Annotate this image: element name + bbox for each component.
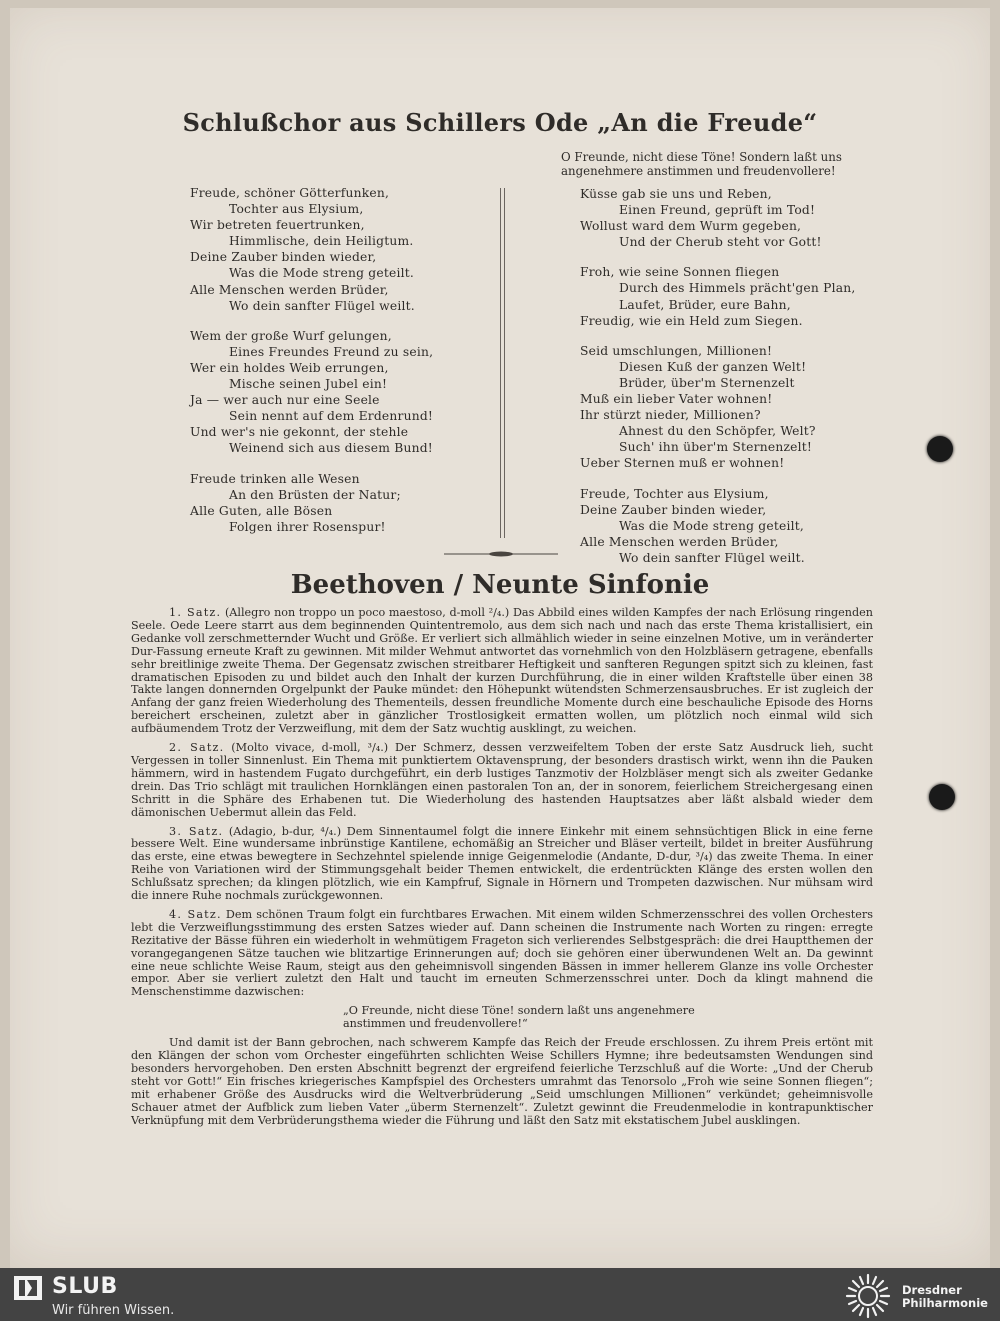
philharmonie-logo-icon[interactable] <box>842 1272 894 1320</box>
poem-line: Durch des Himmels prächt'gen Plan, <box>619 281 856 296</box>
poem-line: Ihr stürzt nieder, Millionen? <box>580 408 761 423</box>
poem-line: Muß ein lieber Vater wohnen! <box>580 392 773 407</box>
poem-line: Wir betreten feuertrunken, <box>190 218 365 233</box>
poem-line: Wo dein sanfter Flügel weilt. <box>229 298 415 313</box>
punch-hole <box>929 784 955 810</box>
poem-line: Wo dein sanfter Flügel weilt. <box>619 550 805 565</box>
poem-title: Schlußchor aus Schillers Ode „An die Freude“ <box>182 108 818 137</box>
poem-line: Eines Freundes Freund zu sein, <box>229 344 434 359</box>
poem-left-column <box>190 185 500 549</box>
poem-line: Freude, Tochter aus Elysium, <box>580 486 769 501</box>
poem-stanza <box>190 328 500 457</box>
poem-line: Himmlische, dein Heiligtum. <box>229 234 414 249</box>
movement-label: 2. Satz. <box>169 741 225 755</box>
quote: „O Freunde, nicht diese Töne! sondern laßt uns angenehmere anstimmen und freudenvollere!“ <box>343 1004 695 1031</box>
symphony-description <box>131 607 873 1133</box>
page-left-edge <box>0 0 10 1268</box>
page-top-edge <box>0 0 1000 8</box>
poem-line: Folgen ihrer Rosenspur! <box>229 519 386 534</box>
movement-text: (Adagio, b-dur, ⁴/₄.) Dem Sinnentaumel folgt die innere Einkehr mit einem sehnsüchtigen Blick in eine ferne bessere Welt. Eine wundersame inbrünstige Kantilene, echomäßig an Streicher und Bläser verteilt, bildet in breiter Ausführung das erste, eine etwas bewegtere in Sechzehntel spielende innige Geigenmelodie (Andante, D-dur, ³/₄) das zweite Thema. In einer Reihe von Variationen wird der Stimmungsgehalt beider Themen entwickelt, die erdentrückten Klänge des ersten wollen den Schlußsatz sprechen; da klingen plötzlich, wie ein Kampfruf, Signale in Hörnern und Trompeten dazwischen. Nur mühsam wird die innere Ruhe nochmals zurückgewonnen. <box>131 824 873 903</box>
poem-line: Was die Mode streng geteilt, <box>619 518 804 533</box>
poem-line: Ahnest du den Schöpfer, Welt? <box>619 424 816 439</box>
symphony-title: Beethoven / Neunte Sinfonie <box>290 570 710 600</box>
poem-line: Küsse gab sie uns und Reben, <box>580 187 772 201</box>
poem-line: Deine Zauber binden wieder, <box>190 250 377 265</box>
movement-text: (Molto vivace, d-moll, ³/₄.) Der Schmerz, dessen verzweifeltem Toben der erste Satz Ausdruck lieh, sucht Vergessen in toller Sinnenlust. Ein Thema mit punktiertem Oktavensprung, der besonders drastisch wirkt, wenn ihn die Pauken hämmern, wird in hastendem Fugato durchgeführt, ein derb lustiges Tanzmotiv der Holzbläser mengt sich als zweiter Gedanke drein. Das Trio schlägt mit traulichen Hornklängen einen pastoralen Ton an, der in sonorem, feierlichem Streichergesang einen Schritt in die Sphäre des Erhabenen tut. Die Wiederholung des hastenden Hauptsatzes aber läßt alsbald wieder dem dämonischen Uebermut allein das Feld. <box>131 741 873 819</box>
poem-line: Freudig, wie ein Held zum Siegen. <box>580 313 803 328</box>
poem-line: Such' ihn über'm Sternenzelt! <box>619 440 813 455</box>
poem-line: Was die Mode streng geteilt. <box>229 266 414 281</box>
poem-line: Ueber Sternen muß er wohnen! <box>580 456 785 471</box>
poem-line: Und wer's nie gekonnt, der stehle <box>190 425 409 440</box>
poem-line: Deine Zauber binden wieder, <box>580 502 767 517</box>
punch-hole <box>927 436 953 462</box>
poem-line: Einen Freund, geprüft im Tod! <box>619 203 816 218</box>
slub-tagline: Wir führen Wissen. <box>52 1303 175 1318</box>
movement-label: 4. Satz. <box>169 907 222 921</box>
poem-line: Mische seinen Jubel ein! <box>229 377 388 392</box>
poem-line: Ja — wer auch nur eine Seele <box>190 393 380 408</box>
poem-line: Freude, schöner Götterfunken, <box>190 186 390 200</box>
slub-logo-icon[interactable] <box>14 1276 42 1300</box>
closing-paragraph: Und damit ist der Bann gebrochen, nach schwerem Kampfe das Reich der Freude erschlossen. Zu ihrem Preis ertönt mit den Klängen der schon vom Orchester eingeführten schlichten Weise Schillers Hymne; ihre bedeutsamsten Wendungen sind besonders hervorgehoben. Den ersten Abschnitt begrenzt der ergreifend feierliche Terzschluß auf die Worte: „Und der Cherub steht vor Gott!“ Ein frisches kriegerisches Kampfspiel des Orchesters umrahmt das Tenorsolo „Froh wie seine Sonnen fliegen“; mit erhabener Größe des Ausdrucks wird die Weltverbrüderung „Seid umschlungen Millionen“ verkündet; geheimnisvolle Schauer atmet der Aufblick zum lieben Vater „überm Sternenzelt“. Zuletzt gewinnt die Freudenmelodie in kontrapunktischer Verknüpfung mit dem Verbrüderungsthema wieder die Führung und läßt den Satz mit ekstatischem Jubel ausklingen. <box>131 1036 873 1127</box>
poem-line: Weinend sich aus diesem Bund! <box>229 441 433 456</box>
slub-name[interactable]: SLUB <box>52 1274 118 1299</box>
movement-paragraph <box>131 909 873 999</box>
poem-stanza <box>190 471 500 535</box>
movement-paragraph <box>131 607 873 736</box>
poem-intro: O Freunde, nicht diese Töne! Sondern laßt uns angenehmere anstimmen und freudenvollere! <box>561 150 842 178</box>
movement-text: (Allegro non troppo un poco maestoso, d-moll ²/₄.) Das Abbild eines wilden Kampfes der nach Erlösung ringenden Seele. Oede Leere starrt aus dem beginnenden Quintentremolo, aus dem sich nach und nach das erste Thema kristallisiert, ein Gedanke voll zerschmetternder Wucht und Größe. Er verliert sich allmählich wieder in seine einzelnen Motive, um in veränderter Dur-Fassung erneute Kraft zu gewinnen. Mit milder Wehmut antwortet das vornehmlich von den Holzbläsern getragene, ebenfalls sehr breitlinige zweite Thema. Der Gegensatz zwischen streitbarer Heftigkeit und sanfteren Regungen spitzt sich zu kleinen, fast dramatischen Episoden zu und bildet auch den Inhalt der kurzen Durchführung, die in einer wilden Kraftstelle über einen 38 Takte langen donnernden Orgelpunkt der Pauke mündet: den Höhepunkt wütendsten Schmerzensausbruches. Er ist zugleich der Anfang der ganz freien Wiederholung des Thementeils, dessen freundliche Momente durch eine beschauliche Episode des Horns bereichert erscheinen, zuletzt aber in gänzlicher Trostlosigkeit ermatten wollen, um plötzlich noch einmal wild sich aufbäumendem Trotz der Verzweiflung, mit dem der Satz wuchtig ausklingt, zu weichen. <box>131 606 873 736</box>
poem-line: Freude trinken alle Wesen <box>190 471 360 486</box>
philharmonie-name-line2: Philharmonie <box>902 1296 988 1310</box>
poem-line: Laufet, Brüder, eure Bahn, <box>619 297 791 312</box>
page-right-edge <box>990 0 1000 1268</box>
poem-line: Alle Menschen werden Brüder, <box>190 282 389 297</box>
poem-stanza <box>580 486 910 566</box>
poem-stanza <box>190 185 500 314</box>
poem-line: Froh, wie seine Sonnen fliegen <box>580 265 780 280</box>
poem-line: Diesen Kuß der ganzen Welt! <box>619 359 807 374</box>
poem-line: Wem der große Wurf gelungen, <box>190 328 392 343</box>
poem-line: Alle Guten, alle Bösen <box>190 503 333 518</box>
philharmonie-name-line1: Dresdner <box>902 1283 962 1297</box>
poem-line: Alle Menschen werden Brüder, <box>580 534 779 549</box>
philharmonie-name[interactable] <box>902 1284 988 1310</box>
movement-text: Dem schönen Traum folgt ein furchtbares Erwachen. Mit einem wilden Schmerzensschrei des vollen Orchesters lebt die Verzweiflungsstimmung des ersten Satzes wieder auf. Dann scheinen die Instrumente nach Worten zu ringen: erregte Rezitative der Bässe führen ein wiederholt in wehmütigem Frageton sich verlierendes Selbstgespräch: die drei Hauptthemen der vorangegangenen Sätze tauchen wie blitzartige Erinnerungen auf; doch sie gehören einer überwundenen Welt an. Da gewinnt eine neue schlichte Weise Raum, steigt aus den geheimnisvoll singenden Bässen in immer hellerem Glanze ins volle Orchester empor. Aber sie verliert zuletzt den Halt und taucht im erneuten Schmerzensschrei unter. Doch da klingt mahnend die Menschenstimme dazwischen: <box>131 907 873 999</box>
poem-line: Wer ein holdes Weib errungen, <box>190 360 389 375</box>
poem-stanza <box>580 343 910 472</box>
movement-paragraph <box>131 742 873 819</box>
poem-right-column <box>580 186 910 580</box>
poem-line: Tochter aus Elysium, <box>229 202 364 217</box>
poem-line: Sein nennt auf dem Erdenrund! <box>229 409 434 424</box>
poem-stanza <box>580 186 910 250</box>
column-divider <box>500 188 505 538</box>
poem-line: Brüder, über'm Sternenzelt <box>619 375 795 390</box>
poem-line: Und der Cherub steht vor Gott! <box>619 235 822 250</box>
movement-label: 1. Satz. <box>169 606 222 619</box>
movement-paragraph <box>131 826 873 903</box>
poem-line: Seid umschlungen, Millionen! <box>580 343 773 358</box>
poem-stanza <box>580 264 910 328</box>
poem-line: Wollust ward dem Wurm gegeben, <box>580 219 802 234</box>
movement-label: 3. Satz. <box>169 824 224 838</box>
section-ornament <box>444 551 558 557</box>
poem-line: An den Brüsten der Natur; <box>229 487 401 502</box>
